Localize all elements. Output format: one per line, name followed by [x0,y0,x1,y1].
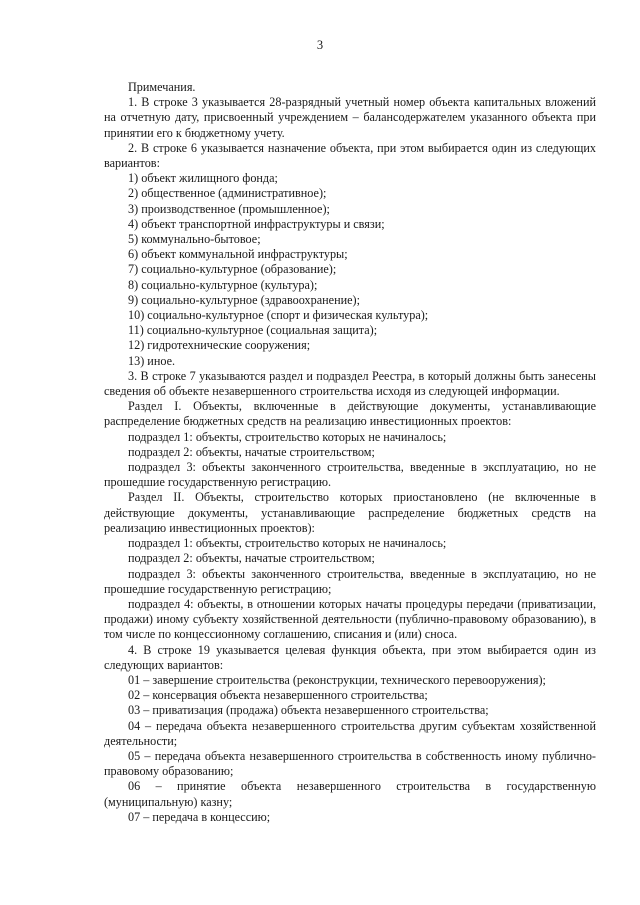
list-item: 13) иное. [128,353,176,368]
list-item: 8) социально-культурное (культура); [128,277,318,292]
list-item: 04 – передача объекта незавершенного строительства другим субъектам хозяйственной деятельности; [104,718,596,748]
list-item: 7) социально-культурное (образование); [128,262,337,277]
list-item: 2) общественное (административное); [128,186,327,201]
section-1-title: Раздел I. Объекты, включенные в действующие документы, устанавливающие распределение бюджетных средств на реализацию инвестиционных проектов: [104,399,596,429]
page-number: 3 [316,38,324,52]
list-item: 3) производственное (промышленное); [128,201,330,216]
section-2-subsection-2: подраздел 2: объекты, начатые строительством; [128,551,375,566]
function-list [104,673,596,825]
notes-heading: Примечания. [128,80,196,94]
list-item: 4) объект транспортной инфраструктуры и связи; [128,216,385,231]
list-item: 12) гидротехнические сооружения; [128,338,311,353]
list-item: 03 – приватизация (продажа) объекта незавершенного строительства; [128,703,489,718]
list-item: 05 – передача объекта незавершенного строительства в собственность иному публично-правовому образованию; [104,748,596,779]
section-1-subsection-2: подраздел 2: объекты, начатые строительством; [128,444,375,459]
list-item: 07 – передача в концессию; [128,809,271,824]
list-item: 01 – завершение строительства (реконструкции, технического перевооружения); [128,672,546,687]
list-item: 02 – консервация объекта незавершенного строительства; [128,688,428,703]
section-2-subsection-3: подраздел 3: объекты законченного строительства, введенные в эксплуатацию, но не прошедшие государственную регистрацию; [104,566,596,596]
notes-body [104,80,596,825]
list-item: 10) социально-культурное (спорт и физическая культура); [128,308,429,323]
section-1-subsection-3: подраздел 3: объекты законченного строительства, введенные в эксплуатацию, но не прошедшие государственную регистрацию. [104,460,596,490]
note-3-intro: 3. В строке 7 указываются раздел и подраздел Реестра, в который должны быть занесены сведения об объекте незавершенного строительства исходя из следующей информации. [104,368,596,399]
list-item: 5) коммунально-бытовое; [128,232,261,247]
section-2-subsection-4: подраздел 4: объекты, в отношении которых начаты процедуры передачи (приватизации, продажи) иному субъекту хозяйственной деятельности (публично-правовому образованию), в том числе по концессионному соглашению, списания и (или) сноса. [104,596,596,642]
section-2-subsection-1: подраздел 1: объекты, строительство которых не начиналось; [128,536,447,551]
list-item: 06 – принятие объекта незавершенного строительства в государственную (муниципальную) казну; [104,779,596,809]
section-2-title: Раздел II. Объекты, строительство которых приостановлено (не включенные в действующие документы, устанавливающие распределение бюджетных средств на реализацию инвестиционных проектов): [104,490,596,535]
section-1-subsection-1: подраздел 1: объекты, строительство которых не начиналось; [128,429,447,444]
note-1: 1. В строке 3 указывается 28-разрядный учетный номер объекта капитальных вложений на отчетную дату, присвоенный учреждением – балансодержателем указанного объекта при принятии его к бюджетному учету. [104,95,596,140]
list-item: 6) объект коммунальной инфраструктуры; [128,247,348,262]
note-4-intro: 4. В строке 19 указывается целевая функция объекта, при этом выбирается один из следующих вариантов: [104,642,596,672]
list-item: 1) объект жилищного фонда; [128,171,278,186]
list-item: 11) социально-культурное (социальная защита); [128,323,378,338]
purpose-list [104,171,596,369]
note-2-intro: 2. В строке 6 указывается назначение объекта, при этом выбирается один из следующих вариантов: [104,140,596,171]
list-item: 9) социально-культурное (здравоохранение); [128,292,360,307]
